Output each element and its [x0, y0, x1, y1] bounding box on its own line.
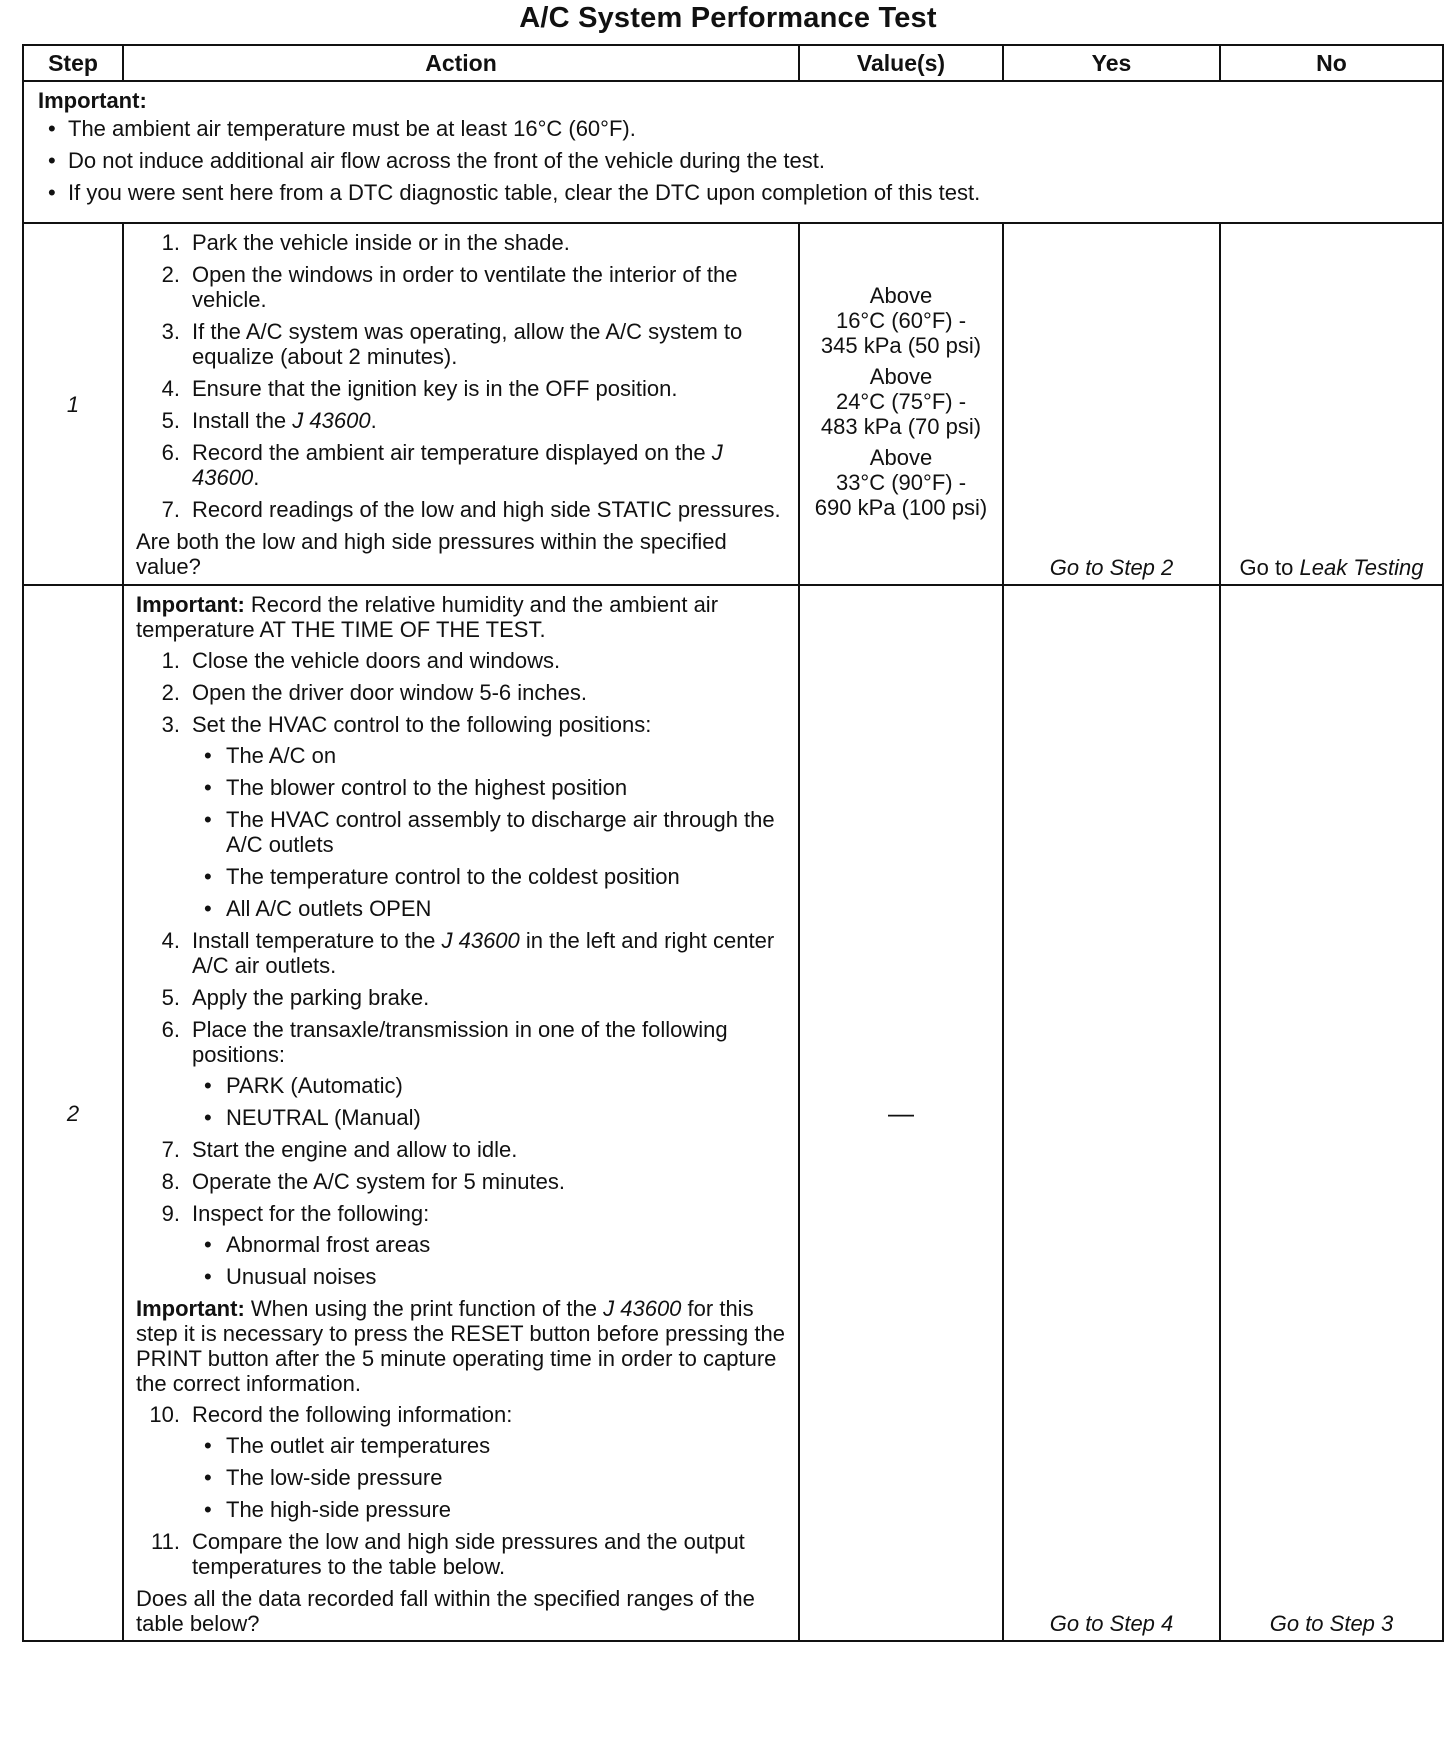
tool-reference: J 43600 — [603, 1296, 682, 1321]
step-2-number: 2 — [23, 585, 123, 1641]
transmission-positions-list — [192, 1073, 786, 1130]
sub-item: • The blower control to the highest position — [192, 775, 786, 800]
sub-item: • The outlet air temperatures — [192, 1433, 786, 1458]
action-item: 5. Install the J 43600. — [161, 408, 377, 433]
step-1-question: Are both the low and high side pressures within the specified value? — [136, 529, 727, 579]
important-item: • The ambient air temperature must be at least 16°C (60°F). — [38, 116, 1432, 141]
step-2-yes[interactable]: Go to Step 4 — [1003, 585, 1220, 1641]
step-2-values: — — [799, 585, 1003, 1641]
sub-item: • The temperature control to the coldest position — [192, 864, 786, 889]
tool-reference: J 43600 — [292, 408, 371, 433]
action-item: 1. Park the vehicle inside or in the shade. — [161, 230, 570, 255]
step-2-action-list — [136, 648, 786, 1289]
important-row — [23, 81, 1443, 223]
action-item: 8. Operate the A/C system for 5 minutes. — [161, 1169, 565, 1194]
action-item: 2. Open the driver door window 5-6 inches. — [161, 680, 587, 705]
tool-reference: J 43600 — [192, 440, 723, 490]
step-2-action — [123, 585, 799, 1641]
header-no: No — [1220, 45, 1443, 81]
value-spec: Above 33°C (90°F) - 690 kPa (100 psi) — [814, 444, 988, 520]
record-info-list — [192, 1433, 786, 1522]
sub-item: • All A/C outlets OPEN — [192, 896, 786, 921]
action-item: 4. Ensure that the ignition key is in the OFF position. — [161, 376, 678, 401]
header-step: Step — [23, 45, 123, 81]
step-1-action-list — [136, 230, 786, 522]
action-item: 7. Start the engine and allow to idle. — [161, 1137, 518, 1162]
action-item: 11. Compare the low and high side pressures and the output temperatures to the table below. — [151, 1529, 745, 1579]
sub-item: • The low-side pressure — [192, 1465, 786, 1490]
sub-item: • Abnormal frost areas — [192, 1232, 786, 1257]
sub-item: • NEUTRAL (Manual) — [192, 1105, 786, 1130]
step-1-number: 1 — [23, 223, 123, 585]
action-item: 6. Record the ambient air temperature displayed on the J 43600. — [161, 440, 723, 490]
value-spec: Above 16°C (60°F) - 345 kPa (50 psi) — [820, 282, 982, 358]
header-action: Action — [123, 45, 799, 81]
step-2-important-note: Important: Record the relative humidity and the ambient air temperature AT THE TIME OF THE TEST. — [136, 592, 719, 642]
step-1-yes[interactable]: Go to Step 2 — [1003, 223, 1220, 585]
page-title: A/C System Performance Test — [519, 2, 937, 34]
header-values: Value(s) — [799, 45, 1003, 81]
important-item: • Do not induce additional air flow across the front of the vehicle during the test. — [38, 148, 1432, 173]
inspection-list — [192, 1232, 786, 1289]
important-cell — [23, 81, 1443, 223]
step-1-action — [123, 223, 799, 585]
tool-reference: J 43600 — [441, 928, 520, 953]
step-1-no[interactable]: Go to Leak Testing — [1220, 223, 1443, 585]
step-1-row — [23, 223, 1443, 585]
important-label: Important: — [38, 88, 147, 113]
sub-item: • Unusual noises — [192, 1264, 786, 1289]
value-spec: Above 24°C (75°F) - 483 kPa (70 psi) — [820, 363, 982, 439]
action-item: 7. Record readings of the low and high side STATIC pressures. — [161, 497, 781, 522]
step-2-no[interactable]: Go to Step 3 — [1220, 585, 1443, 1641]
step-2-action-list-cont — [136, 1402, 786, 1579]
important-item: • If you were sent here from a DTC diagnostic table, clear the DTC upon completion of this test. — [38, 180, 1432, 205]
hvac-positions-list — [192, 743, 786, 921]
action-item: 2. Open the windows in order to ventilate the interior of the vehicle. — [161, 262, 738, 312]
step-2-question: Does all the data recorded fall within the specified ranges of the table below? — [136, 1586, 755, 1636]
action-item: 6. Place the transaxle/transmission in one of the following positions: • PARK (Automatic) • NEUTRAL (Manual) — [136, 1017, 786, 1130]
action-item: 10. Record the following information: • The outlet air temperatures • The low-side pressure • The high-side pressure — [136, 1402, 786, 1522]
header-row — [23, 45, 1443, 81]
sub-item: • The high-side pressure — [192, 1497, 786, 1522]
performance-test-table — [22, 44, 1444, 1642]
step-2-row — [23, 585, 1443, 1641]
action-item: 3. If the A/C system was operating, allow the A/C system to equalize (about 2 minutes). — [161, 319, 743, 369]
action-item: 4. Install temperature to the J 43600 in the left and right center A/C air outlets. — [161, 928, 775, 978]
sub-item: • The A/C on — [192, 743, 786, 768]
important-list — [38, 116, 1432, 205]
sub-item: • The HVAC control assembly to discharge air through the A/C outlets — [192, 807, 786, 857]
action-item: 3. Set the HVAC control to the following positions: • The A/C on • The blower control to the highest position • The HVAC control assembly to discharge air through the A/C outlets • The temperature control to the coldest position • All A/C outlets OPEN — [136, 712, 786, 921]
step-1-values — [799, 223, 1003, 585]
sub-item: • PARK (Automatic) — [192, 1073, 786, 1098]
header-yes: Yes — [1003, 45, 1220, 81]
action-item: 5. Apply the parking brake. — [161, 985, 430, 1010]
action-item: 9. Inspect for the following: • Abnormal frost areas • Unusual noises — [136, 1201, 786, 1289]
step-2-print-note: Important: When using the print function of the J 43600 for this step it is necessary to press the RESET button before pressing the PRINT button after the 5 minute operating time in order to capture the correct information. — [136, 1296, 785, 1396]
action-item: 1. Close the vehicle doors and windows. — [161, 648, 561, 673]
